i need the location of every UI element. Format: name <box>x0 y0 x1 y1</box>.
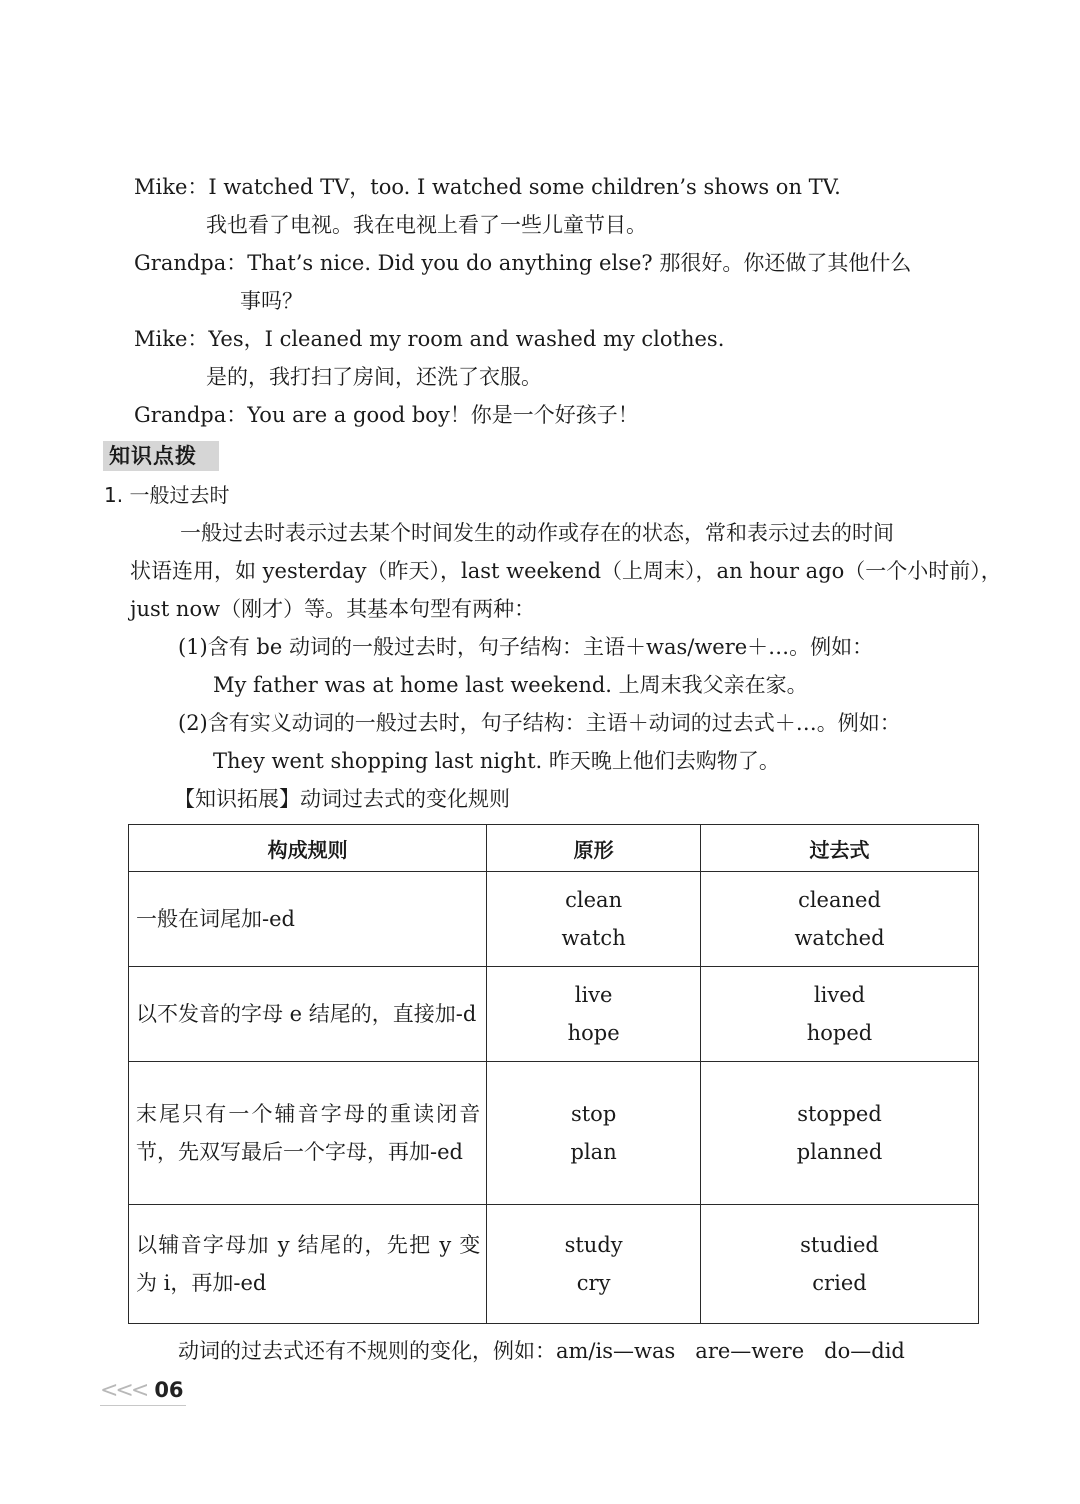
table-row <box>129 1205 979 1324</box>
rule-cell: 以不发音的字母 e 结尾的，直接加-d <box>129 967 487 1062</box>
base-cell <box>487 1205 701 1324</box>
past-word: stopped <box>797 1102 882 1126</box>
pattern-1-rule: (1)含有 be 动词的一般过去时，句子结构：主语＋was/were＋…。例如： <box>178 635 874 659</box>
footer-divider <box>100 1405 186 1406</box>
dialogue-mike-translation-2: 是的，我打扫了房间，还洗了衣服。 <box>206 365 542 389</box>
explanation-line-1: 一般过去时表示过去某个时间发生的动作或存在的状态，常和表示过去的时间 <box>180 521 894 545</box>
header-base-form: 原形 <box>487 825 701 872</box>
base-word: live <box>574 983 613 1007</box>
past-word: watched <box>794 926 885 950</box>
point-title: 1. 一般过去时 <box>104 483 230 507</box>
base-word: hope <box>567 1021 620 1045</box>
base-word: study <box>564 1233 623 1257</box>
base-word: cry <box>576 1271 611 1295</box>
base-word: plan <box>570 1140 617 1164</box>
dialogue-mike-translation-1: 我也看了电视。我在电视上看了一些儿童节目。 <box>206 213 647 237</box>
pattern-1-example: My father was at home last weekend. 上周末我父亲在家。 <box>213 673 808 697</box>
rule-cell: 以辅音字母加 y 结尾的，先把 y 变为 i，再加-ed <box>129 1205 487 1324</box>
irregular-note: 动词的过去式还有不规则的变化，例如：am/is—was are—were do—did <box>178 1339 905 1363</box>
pattern-2-example: They went shopping last night. 昨天晚上他们去购物了。 <box>213 749 780 773</box>
dialogue-grandpa-line-1-cont: 事吗？ <box>240 289 303 313</box>
pattern-2-rule: (2)含有实义动词的一般过去时，句子结构：主语＋动词的过去式＋…。例如： <box>178 711 901 735</box>
rule-cell: 一般在词尾加-ed <box>129 872 487 967</box>
dialogue-mike-line-2: Mike：Yes，I cleaned my room and washed my clothes. <box>134 327 725 351</box>
past-cell <box>701 1062 979 1205</box>
dialogue-mike-line-1: Mike：I watched TV，too. I watched some children’s shows on TV. <box>134 175 841 199</box>
base-word: watch <box>561 926 626 950</box>
base-cell <box>487 967 701 1062</box>
base-word: clean <box>565 888 623 912</box>
table-row <box>129 872 979 967</box>
past-cell <box>701 1205 979 1324</box>
page-number: 06 <box>154 1378 184 1402</box>
rule-cell: 末尾只有一个辅音字母的重读闭音节，先双写最后一个字母，再加-ed <box>129 1062 487 1205</box>
explanation-line-3: just now（刚才）等。其基本句型有两种： <box>130 597 536 621</box>
section-badge: 知识点拨 <box>103 441 219 471</box>
past-word: cried <box>812 1271 867 1295</box>
past-word: lived <box>813 983 866 1007</box>
chevrons-left-icon: <<< <box>100 1378 147 1403</box>
extension-title: 【知识拓展】动词过去式的变化规则 <box>174 787 510 811</box>
past-tense-rules-table <box>128 824 979 1324</box>
explanation-line-2: 状语连用，如 yesterday（昨天），last weekend（上周末），an hour ago（一个小时前）， <box>130 559 1002 583</box>
past-cell <box>701 872 979 967</box>
dialogue-grandpa-line-1: Grandpa：That’s nice. Did you do anything else? 那很好。你还做了其他什么 <box>134 251 912 275</box>
base-word: stop <box>570 1102 617 1126</box>
past-word: planned <box>796 1140 883 1164</box>
dialogue-grandpa-line-2: Grandpa：You are a good boy！你是一个好孩子！ <box>134 403 639 427</box>
past-word: studied <box>800 1233 879 1257</box>
header-rule: 构成规则 <box>129 825 487 872</box>
past-cell <box>701 967 979 1062</box>
base-cell <box>487 872 701 967</box>
table-row <box>129 1062 979 1205</box>
past-word: cleaned <box>798 888 881 912</box>
past-word: hoped <box>806 1021 873 1045</box>
table-row <box>129 967 979 1062</box>
header-past-form: 过去式 <box>701 825 979 872</box>
table-header-row <box>129 825 979 872</box>
page-footer <box>100 1378 184 1403</box>
base-cell <box>487 1062 701 1205</box>
